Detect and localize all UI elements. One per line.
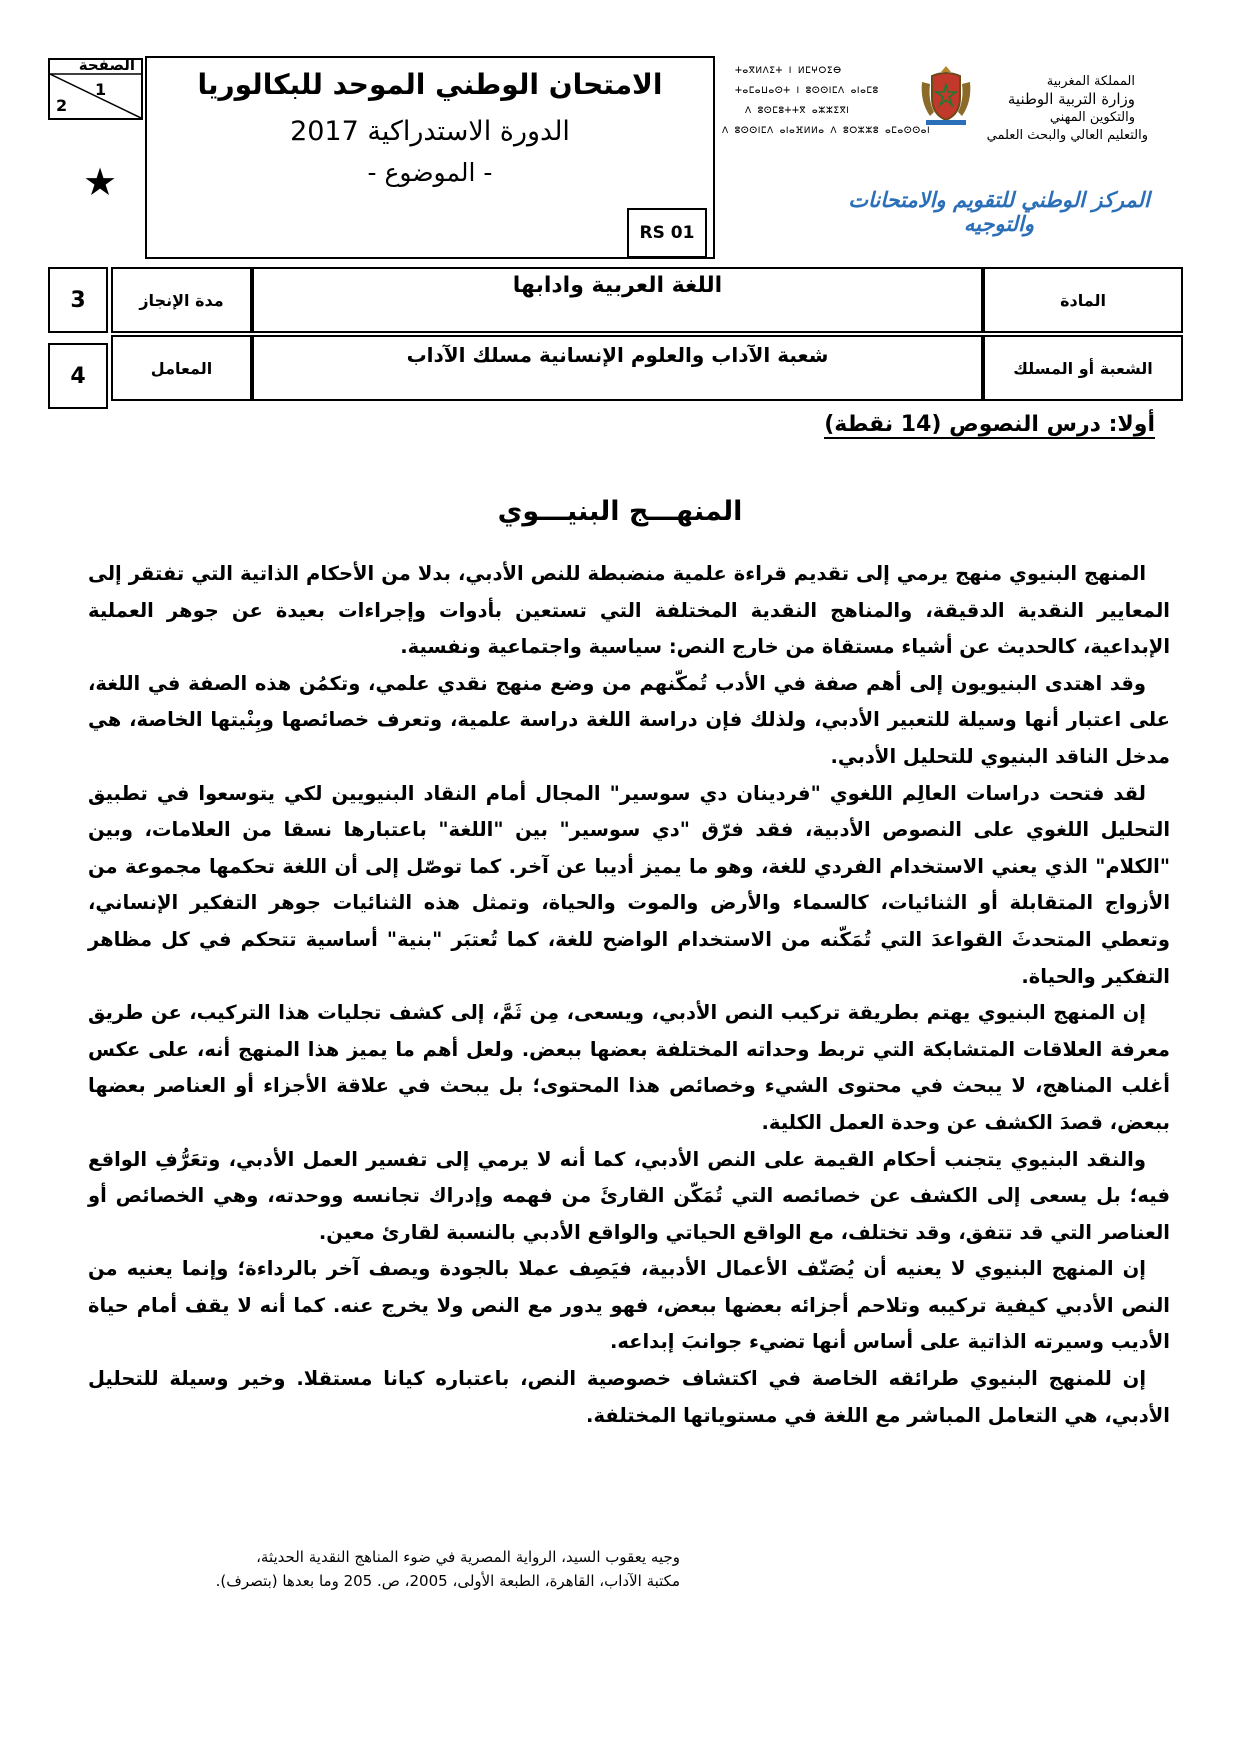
exam-title-box [145,56,715,259]
paragraph-6: إن المنهج البنيوي لا يعنيه أن يُصَنّف الأعمال الأدبية، فيَصِف عملا بالجودة ويصف آخر بالرداءة؛ وإنما يعنيه من النص الأدبي كيفية تركيبه وتلاحم أجزائه بعضها ببعض، فهو يدور مع النص ولا يخرج عنه. كما أنه لا يقف أمام حياة الأديب وسيرته الذاتية على أساس أنها تضيء جوانبَ إبداعه. [88,1257,1170,1354]
subject-label: المادة [983,267,1183,333]
ministry-line-3: والتكوين المهني [1049,110,1135,125]
duration-value: 3 [48,267,108,333]
body-text [88,556,1170,1434]
paragraph-3: لقد فتحت دراسات العالِم اللغوي "فردينان دي سوسير" المجال أمام النقاد البنيويين لكي يتوسعوا في تطبيق التحليل اللغوي على النصوص الأدبية، فقد فرّق "دي سوسير" بين "اللغة" باعتبارها نسقا من العلامات، وبين "الكلام" الذي يعني الاستخدام الفردي للغة، وهو ما يميز أديبا عن آخر. كما توصّل إلى أن اللغة تحكمها مجموعة من الأزواج المتقابلة أو الثنائيات، كالسماء والأرض والموت والحياة، وتمثل هذه الثنائيات جوهر التفكير الإنساني، وتعطي المتحدثَ القواعدَ التي تُمَكّنه من الاستخدام الواضح للغة، كما تُعتبَر "بنية" أساسية تتحكم في كل مظاهر التفكير والحياة. [88,781,1170,988]
star-icon: ★ [83,160,118,204]
exam-session: الدورة الاستدراكية 2017 [290,116,570,147]
source-line-2: مكتبة الآداب، القاهرة، الطبعة الأولى، 2005، ص. 205 وما بعدها (بتصرف). [215,1572,680,1590]
coefficient-value: 4 [48,343,108,409]
tifinagh-line-4: ⴷ ⵓⵙⵙⵏⵎⴷ ⴰⵏⴰⴼⵍⵍⴰ ⴷ ⵓⵔⵣⵣⵓ ⴰⵎⴰⵙⵙⴰⵏ [722,126,931,136]
paragraph-7: إن للمنهج البنيوي طرائقه الخاصة في اكتشاف خصوصية النص، باعتباره كيانا مستقلا. وخير وسيلة للتحليل الأدبي، هي التعامل المباشر مع اللغة في مستوياتها المختلفة. [88,1367,1170,1427]
stream-label: الشعبة أو المسلك [983,335,1183,401]
ministry-line-4: والتعليم العالي والبحث العلمي [986,128,1148,143]
page-total: 2 [56,96,68,115]
subject-value: اللغة العربية وادابها [252,267,983,333]
source-line-1: وجيه يعقوب السيد، الرواية المصرية في ضوء المناهج النقدية الحديثة، [256,1548,680,1566]
center-name: المركز الوطني للتقويم والامتحانات والتوجيه [848,188,1150,236]
page-number: 1 [95,80,107,99]
paragraph-4: إن المنهج البنيوي يهتم بطريقة تركيب النص الأدبي، ويسعى، مِن ثَمَّ، إلى كشف تجليات هذا التركيب، عن طريق معرفة العلاقات المتشابكة التي تربط وحداته المختلفة بعضها ببعض. ولعل أهم ما يميز هذا المنهج أنه، على عكس أغلب المناهج، لا يبحث في محتوى الشيء وخصائص هذا المحتوى؛ بل يبحث في علاقة الأجزاء أو العناصر بعضها ببعض، قصدَ الكشف عن وحدة العمل الكلية. [88,1001,1170,1134]
paragraph-2: وقد اهتدى البنيويون إلى أهم صفة في الأدب تُمكّنهم من وضع منهج نقدي علمي، وتكمُن هذه الصفة في اللغة، على اعتبار أنها وسيلة للتعبير الأدبي، ولذلك فإن دراسة اللغة دراسة علمية، وتعرف خصائصها وبِنْيتها الخاصة، هي مدخل الناقد البنيوي للتحليل الأدبي. [88,671,1170,768]
source-citation [216,1545,680,1593]
ministry-line-2: وزارة التربية الوطنية [1007,90,1135,108]
tifinagh-line-2: ⵜⴰⵎⴰⵡⴰⵙⵜ ⵏ ⵓⵙⵙⵏⵎⴷ ⴰⵏⴰⵎⵓ [735,86,879,96]
subject-label: - الموضوع - [367,158,493,187]
coat-of-arms-emblem [918,62,974,132]
exam-title: الامتحان الوطني الموحد للبكالوريا [197,68,663,101]
page-label: الصفحة [78,56,135,74]
exam-code: RS 01 [627,208,707,258]
stream-value: شعبة الآداب والعلوم الإنسانية مسلك الآداب [252,335,983,401]
page-number-box [48,58,143,120]
section-title: أولا: درس النصوص (14 نقطة) [824,412,1155,437]
paragraph-1: المنهج البنيوي منهج يرمي إلى تقديم قراءة علمية منضبطة للنص الأدبي، بدلا من الأحكام الذاتية التي تفتقر إلى المعايير النقدية الدقيقة، والمناهج النقدية المختلفة التي تستعين بأدوات وإجراءات بعيدة عن جوهر العملية الإبداعية، كالحديث عن أشياء مستقاة من خارج النص: سياسية واجتماعية ونفسية. [88,562,1170,659]
tifinagh-line-1: ⵜⴰⴳⵍⴷⵉⵜ ⵏ ⵍⵎⵖⵔⵉⴱ [735,66,842,76]
ministry-line-1: المملكة المغربية [1046,74,1135,89]
coefficient-label: المعامل [111,335,252,401]
text-title: المنهـــج البنيـــوي [497,496,743,527]
paragraph-5: والنقد البنيوي يتجنب أحكام القيمة على النص الأدبي، كما أنه لا يرمي إلى تفسير العمل الأدبي، وتعَرُّفِ الواقع فيه؛ بل يسعى إلى الكشف عن خصائصه التي تُمَكّن القارئَ من فهمه وإدراك تجانسه ووحدته، وهي الخصائص أو العناصر التي قد تتفق، وقد تختلف، مع الواقع الحياتي والواقع الأدبي بالنسبة لقارئ معين. [88,1147,1170,1244]
tifinagh-line-3: ⴷ ⵓⵙⵎⵓⵜⵜⴳ ⴰⵣⵣⵉⴳⵏ [745,106,850,116]
duration-label: مدة الإنجاز [111,267,252,333]
